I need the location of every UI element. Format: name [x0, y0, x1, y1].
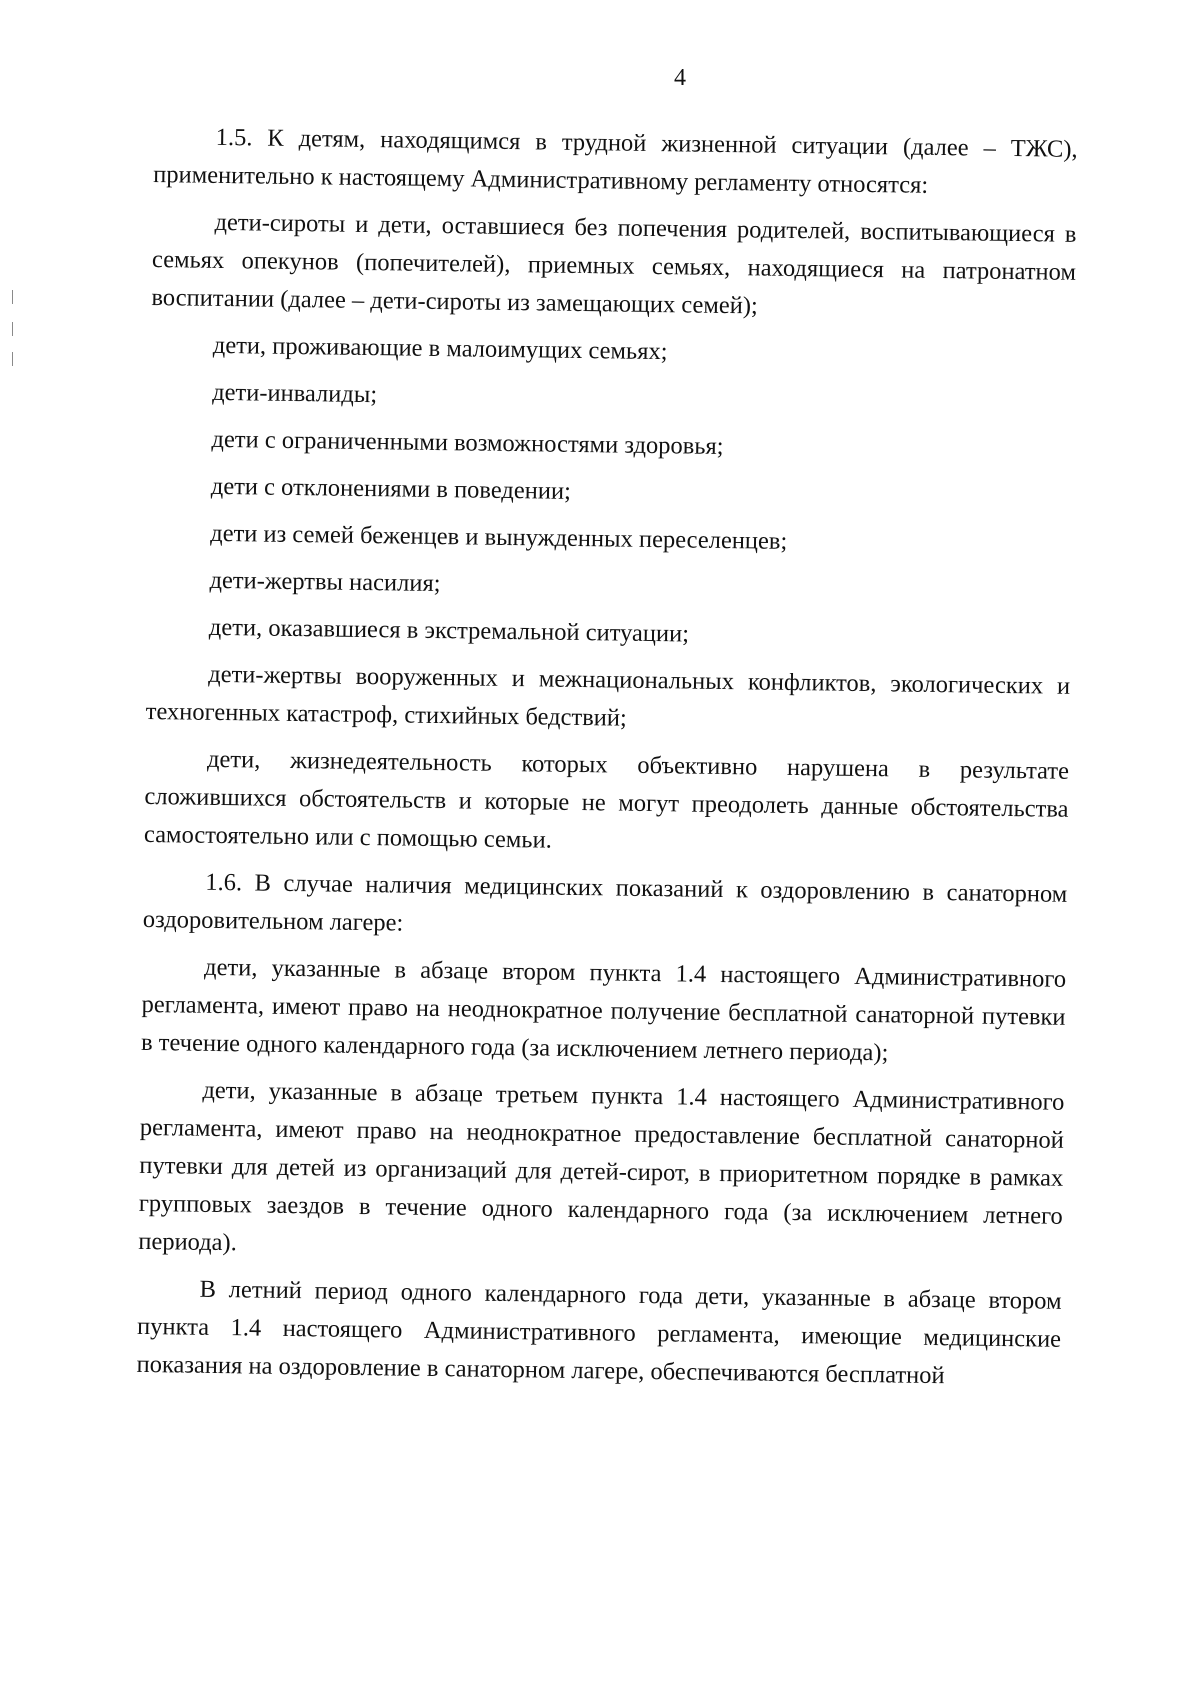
scan-mark	[12, 322, 13, 336]
list-item: дети с ограниченными возможностями здоровья;	[211, 425, 724, 460]
paragraph: дети, указанные в абзаце втором пункта 1.4 настоящего Административного регламента, имеют право на неоднократное получение бесплатной санаторной путевки в течение одного календарного года (за исключением летнего периода);	[140, 953, 1067, 1067]
scan-mark	[12, 290, 13, 304]
list-item: дети из семей беженцев и вынужденных переселенцев;	[210, 519, 788, 555]
list-item: дети, проживающие в малоимущих семьях;	[212, 331, 668, 366]
paragraph: 1.6. В случае наличия медицинских показаний к оздоровлению в санаторном оздоровительном лагере:	[142, 868, 1068, 937]
document-body	[136, 118, 1078, 1397]
list-item: дети-жертвы насилия;	[209, 566, 441, 598]
list-item: дети, жизнедеятельность которых объективно нарушена в результате сложившихся обстоятельств и которые не могут преодолеть данные обстоятельства самостоятельно или с помощью семьи.	[143, 745, 1070, 854]
list-item: дети, оказавшиеся в экстремальной ситуации;	[208, 613, 690, 648]
scan-mark	[12, 352, 13, 366]
paragraph: В летний период одного календарного года дети, указанные в абзаце втором пункта 1.4 настоящего Административного регламента, имеющие медицинские показания на оздоровление в санаторном лагере, обеспечиваются бесплатной	[136, 1275, 1062, 1390]
paragraph: 1.5. К детям, находящимся в трудной жизненной ситуации (далее – ТЖС), применительно к настоящему Административному регламенту относятся:	[153, 123, 1078, 199]
paragraph: дети, указанные в абзаце третьем пункта 1.4 настоящего Административного регламента, имеют право на неоднократное предоставление бесплатной санаторной путевки для детей из организаций для детей-сирот, в приоритетном порядке в рамках групповых заездов в течение одного календарного года (за исключением летнего периода).	[138, 1076, 1065, 1257]
list-item: дети-жертвы вооруженных и межнациональных конфликтов, экологических и техногенных катастроф, стихийных бедствий;	[145, 660, 1071, 732]
page-number: 4	[674, 65, 686, 91]
list-item: дети с отклонениями в поведении;	[210, 472, 572, 505]
list-item: дети-инвалиды;	[211, 378, 378, 409]
paragraph: дети-сироты и дети, оставшиеся без попечения родителей, воспитывающиеся в семьях опекунов (попечителей), приемных семьях, находящиеся на патронатном воспитании (далее – дети-сироты из замещающих семей);	[151, 208, 1077, 320]
